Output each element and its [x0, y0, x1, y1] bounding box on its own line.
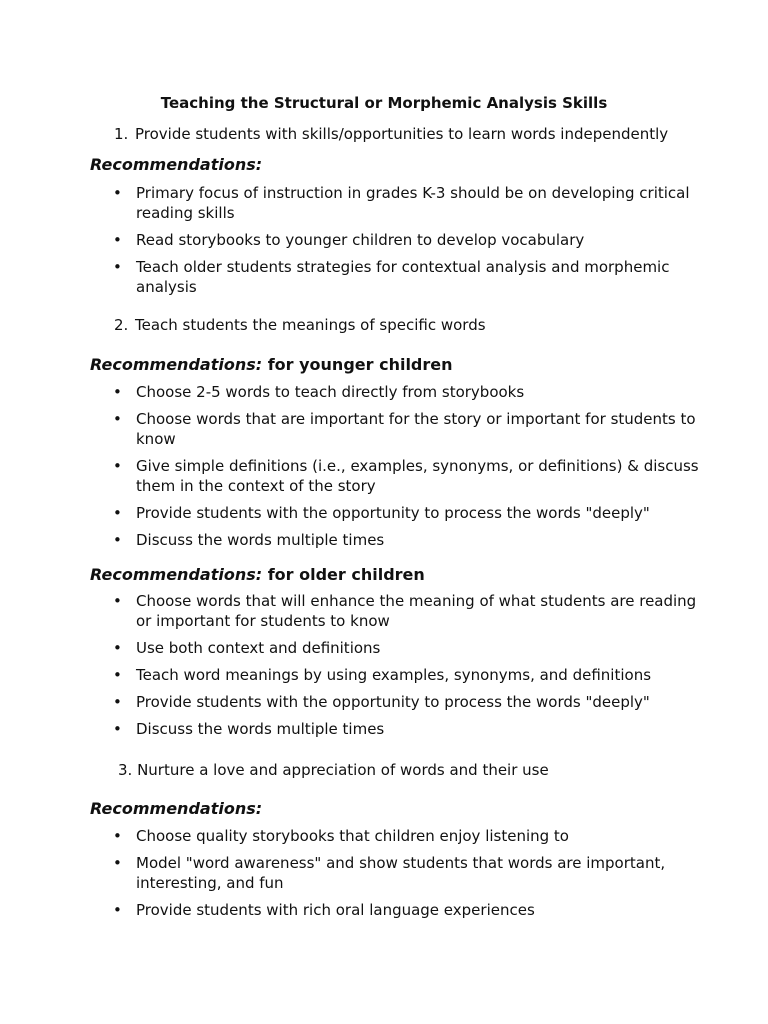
list-item-text: Choose quality storybooks that children enjoy listening to: [136, 827, 569, 845]
list-item-text: Choose 2-5 words to teach directly from storybooks: [136, 383, 525, 401]
bullet-icon: •: [113, 383, 122, 401]
section-2-older-bullet-list: [112, 591, 702, 746]
section-3-bullet-list: [112, 826, 702, 927]
list-item: [112, 638, 702, 658]
list-item-text: Choose words that are important for the story or important for students to know: [136, 410, 696, 448]
list-item-text: Read storybooks to younger children to develop vocabulary: [136, 231, 585, 249]
bullet-icon: •: [113, 531, 122, 549]
section-1-bullet-list: [112, 183, 702, 304]
recommendations-audience: for younger children: [267, 355, 453, 374]
list-item-text: Discuss the words multiple times: [136, 720, 385, 738]
list-item: [112, 257, 702, 297]
bullet-icon: •: [113, 184, 122, 202]
recommendations-audience: for older children: [267, 565, 425, 584]
section-2-heading: [114, 315, 734, 335]
bullet-icon: •: [113, 693, 122, 711]
list-item-text: Provide students with the opportunity to process the words "deeply": [136, 504, 650, 522]
bullet-icon: •: [113, 666, 122, 684]
bullet-icon: •: [113, 720, 122, 738]
section-2-number: 2.: [114, 316, 129, 334]
list-item: [112, 692, 702, 712]
bullet-icon: •: [113, 504, 122, 522]
list-item: [112, 382, 702, 402]
list-item-text: Use both context and definitions: [136, 639, 381, 657]
bullet-icon: •: [113, 410, 122, 428]
list-item: [112, 409, 702, 449]
list-item: [112, 530, 702, 550]
list-item-text: Discuss the words multiple times: [136, 531, 385, 549]
bullet-icon: •: [113, 457, 122, 475]
section-1-number: 1.: [114, 125, 129, 143]
list-item-text: Teach older students strategies for contextual analysis and morphemic analysis: [136, 258, 670, 296]
bullet-icon: •: [113, 231, 122, 249]
section-3-recommendations-label: [90, 799, 262, 819]
list-item: [112, 456, 702, 496]
recommendations-label: Recommendations:: [90, 799, 263, 818]
list-item-text: Model "word awareness" and show students that words are important, interesting, and fun: [136, 854, 666, 892]
list-item: [112, 591, 702, 631]
page-title: Teaching the Structural or Morphemic Analysis Skills: [160, 94, 608, 112]
recommendations-label: Recommendations:: [90, 565, 263, 584]
list-item: [112, 230, 702, 250]
section-2-heading-text: Teach students the meanings of specific words: [135, 316, 486, 334]
bullet-icon: •: [113, 592, 122, 610]
section-3-heading: [118, 760, 738, 780]
section-3-heading-text: 3. Nurture a love and appreciation of words and their use: [118, 761, 549, 779]
section-2-younger-bullet-list: [112, 382, 702, 557]
list-item: [112, 665, 702, 685]
recommendations-label: Recommendations:: [90, 355, 263, 374]
list-item: [112, 183, 702, 223]
list-item-text: Teach word meanings by using examples, synonyms, and definitions: [136, 666, 652, 684]
bullet-icon: •: [113, 258, 122, 276]
list-item: [112, 719, 702, 739]
list-item-text: Provide students with the opportunity to process the words "deeply": [136, 693, 650, 711]
bullet-icon: •: [113, 639, 122, 657]
list-item: [112, 826, 702, 846]
recommendations-label: Recommendations:: [90, 155, 263, 174]
section-2-older-recommendations-label: [90, 565, 425, 585]
bullet-icon: •: [113, 901, 122, 919]
section-1-heading-text: Provide students with skills/opportunities to learn words independently: [135, 125, 669, 143]
bullet-icon: •: [113, 854, 122, 872]
list-item: [112, 853, 702, 893]
list-item-text: Choose words that will enhance the meaning of what students are reading or important for students to know: [136, 592, 697, 630]
section-2-younger-recommendations-label: [90, 355, 453, 375]
list-item-text: Provide students with rich oral language experiences: [136, 901, 535, 919]
section-1-recommendations-label: [90, 155, 262, 175]
list-item-text: Give simple definitions (i.e., examples, synonyms, or definitions) & discuss them in the context of the story: [136, 457, 699, 495]
list-item: [112, 900, 702, 920]
bullet-icon: •: [113, 827, 122, 845]
list-item-text: Primary focus of instruction in grades K-3 should be on developing critical reading skills: [136, 184, 690, 222]
list-item: [112, 503, 702, 523]
section-1-heading: [114, 124, 734, 144]
